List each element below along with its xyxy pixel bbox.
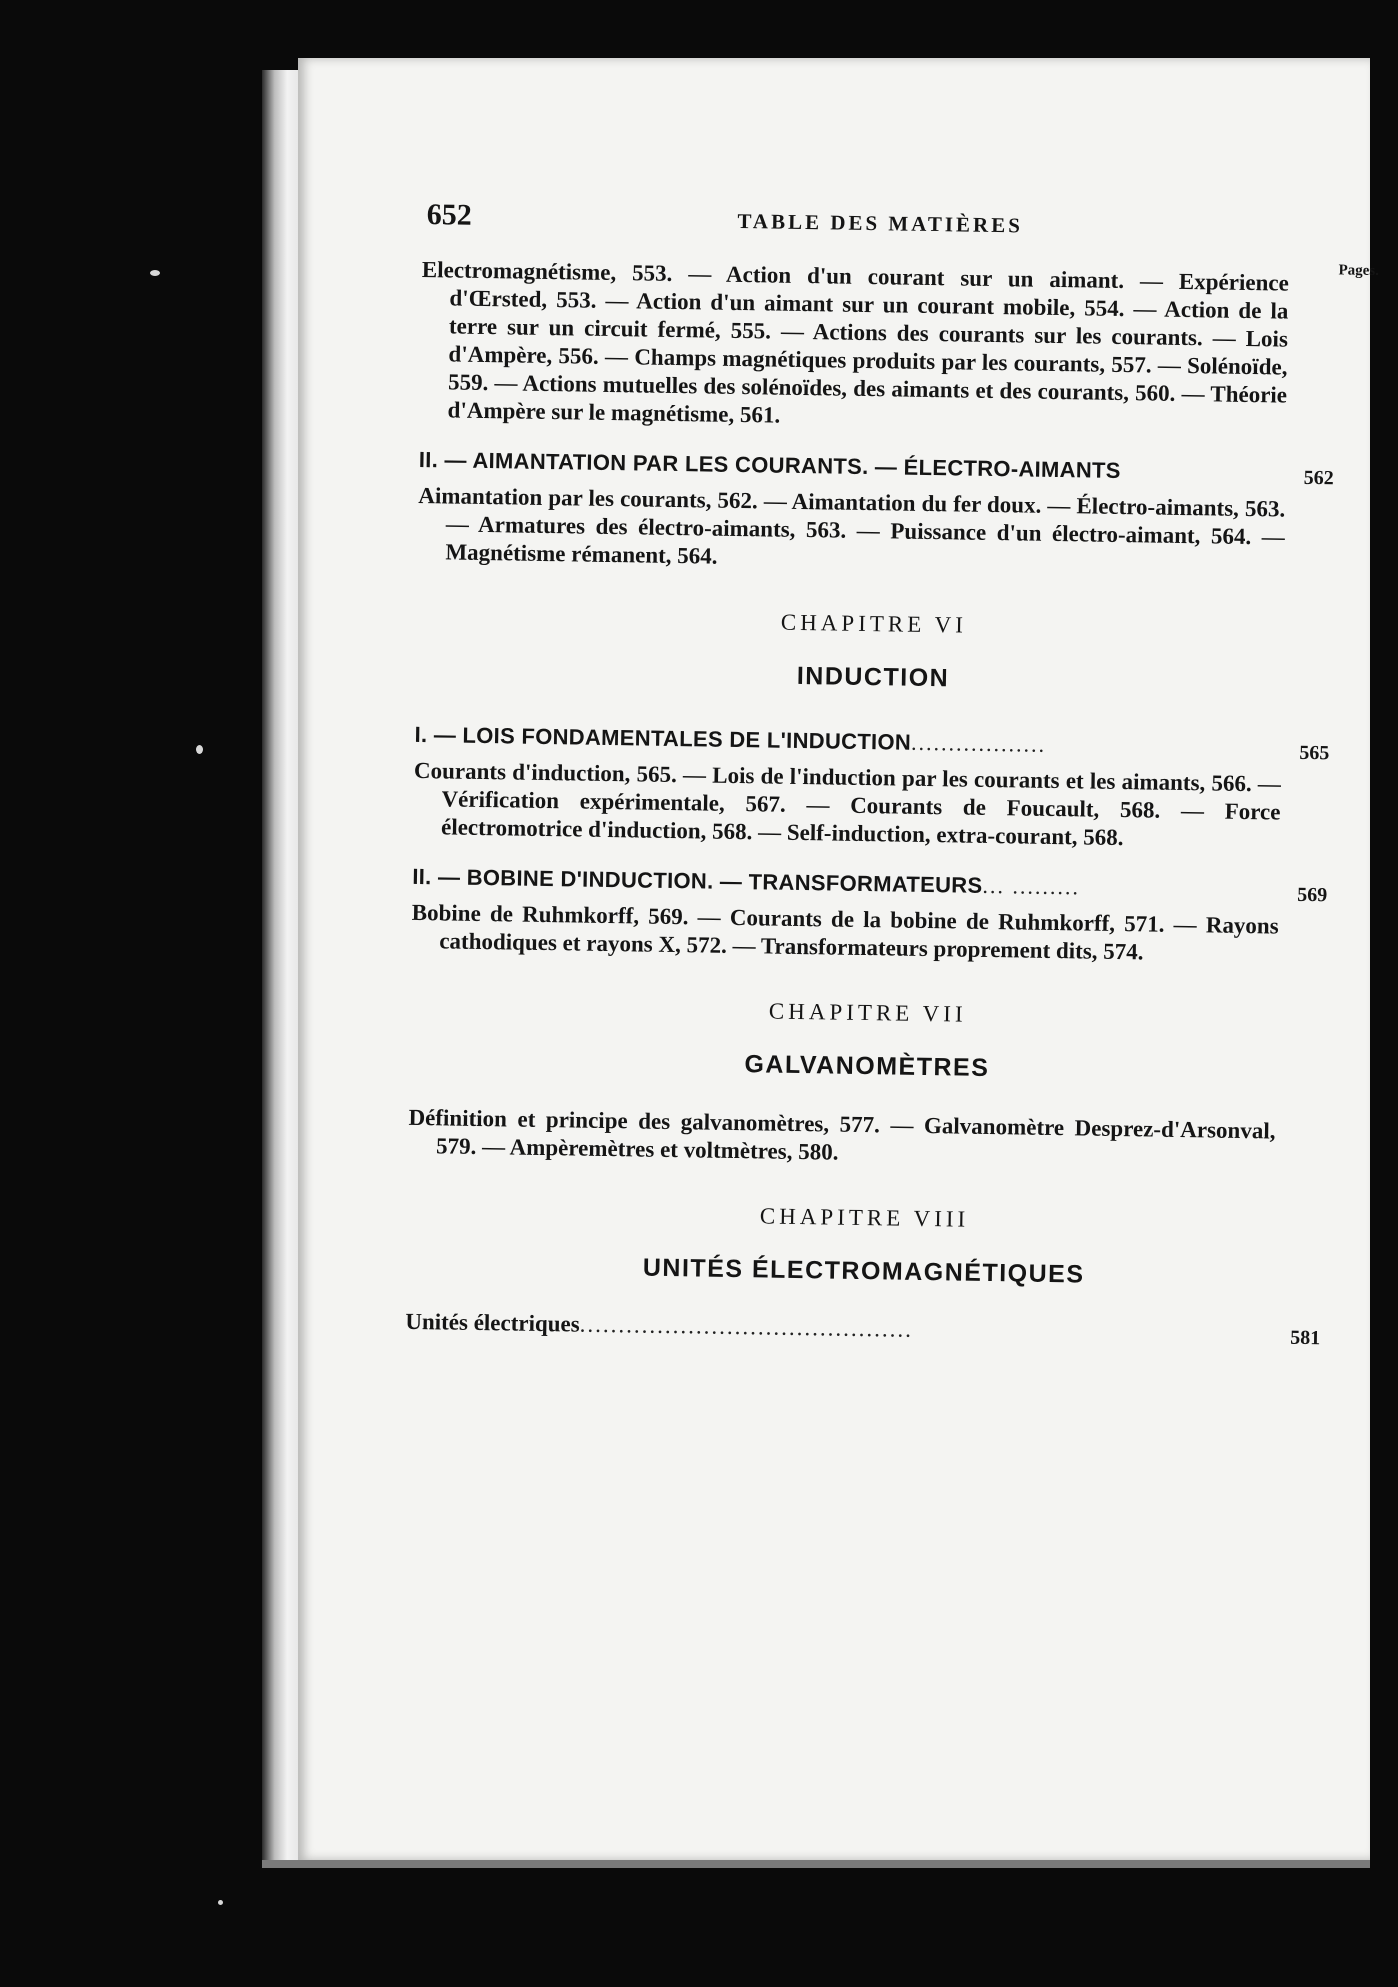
unites-electriques-entry	[405, 1309, 1320, 1349]
bobine-summary: Bobine de Ruhmkorff, 569. — Courants de la bobine de Ruhmkorff, 571. — Rayons cathodiques et rayons X, 572. — Transformateurs proprement dits, 574.	[411, 899, 1279, 965]
section-title: II. — AIMANTATION PAR LES COURANTS. — ÉLECTRO-AIMANTS	[418, 446, 1121, 483]
pages-column-label: Pages.	[1338, 262, 1380, 280]
section-page-number: 562	[1303, 466, 1334, 490]
lois-induction-summary: Courants d'induction, 565. — Lois de l'induction par les courants et les aimants, 566. — Vérification expérimentale, 567. — Courants de Foucault, 568. — Force électromotrice d'induction, 568. — Self-induction, extra-courant, 568.	[413, 757, 1282, 851]
section-title: II. — BOBINE D'INDUCTION. — TRANSFORMATEURS	[412, 863, 983, 898]
section-heading-lois-induction	[414, 721, 1329, 763]
section-page-number: 565	[1299, 741, 1330, 765]
chapter-vi-label: CHAPITRE VI	[780, 609, 968, 638]
leader-dots: ...........................................	[579, 1311, 914, 1342]
scan-speck	[218, 1900, 223, 1905]
section-heading-aimantation	[419, 446, 1334, 488]
page-bottom-edge	[262, 1860, 1370, 1868]
scan-speck	[150, 270, 160, 276]
leader-dots: ... .........	[982, 872, 1081, 900]
electromagnetisme-summary: Electromagnétisme, 553. — Action d'un courant sur un aimant. — Expérience d'Œrsted, 553. — Action d'un aimant sur un courant mobile, 554. — Action de la terre sur un circuit fermé, 555. — Actions des courants sur les courants. — Lois d'Ampère, 556. — Champs magnétiques produits par les courants, 557. — Solénoïde, 559. — Actions mutuelles des solénoïdes, des aimants et des courants, 560. — Théorie d'Ampère sur le magnétisme, 561.	[421, 256, 1289, 428]
page-number: 652	[426, 198, 472, 232]
page-header	[422, 198, 1380, 280]
book-spine-shadow	[262, 70, 298, 1860]
section-title: I. — LOIS FONDAMENTALES DE L'INDUCTION	[414, 721, 912, 755]
scan-speck	[196, 745, 203, 754]
chapter-viii-label: CHAPITRE VIII	[759, 1203, 970, 1232]
chapter-vi-title: INDUCTION	[796, 661, 950, 693]
chapter-vii-label: CHAPITRE VII	[768, 998, 967, 1027]
section-heading-bobine	[412, 863, 1327, 905]
chapter-vii-title: GALVANOMÈTRES	[744, 1050, 990, 1083]
page-content	[405, 198, 1380, 1350]
section-page-number: 569	[1296, 883, 1328, 907]
aimantation-summary: Aimantation par les courants, 562. — Aimantation du fer doux. — Électro-aimants, 563. — Armatures des électro-aimants, 563. — Puissance d'un électro-aimant, 564. — Magnétisme rémanent, 564.	[418, 482, 1286, 569]
book-page	[298, 58, 1380, 1860]
running-title: TABLE DES MATIÈRES	[737, 208, 1024, 238]
entry-page-number: 581	[1290, 1326, 1321, 1350]
entry-label: Unités électriques	[405, 1308, 580, 1337]
galvanometres-summary: Définition et principe des galvanomètres, 577. — Galvanomètre Desprez-d'Arsonval, 579. — Ampèremètres et voltmètres, 580.	[408, 1104, 1276, 1165]
leader-dots: ..................	[910, 729, 1047, 757]
chapter-viii-title: UNITÉS ÉLECTROMAGNÉTIQUES	[642, 1253, 1085, 1289]
